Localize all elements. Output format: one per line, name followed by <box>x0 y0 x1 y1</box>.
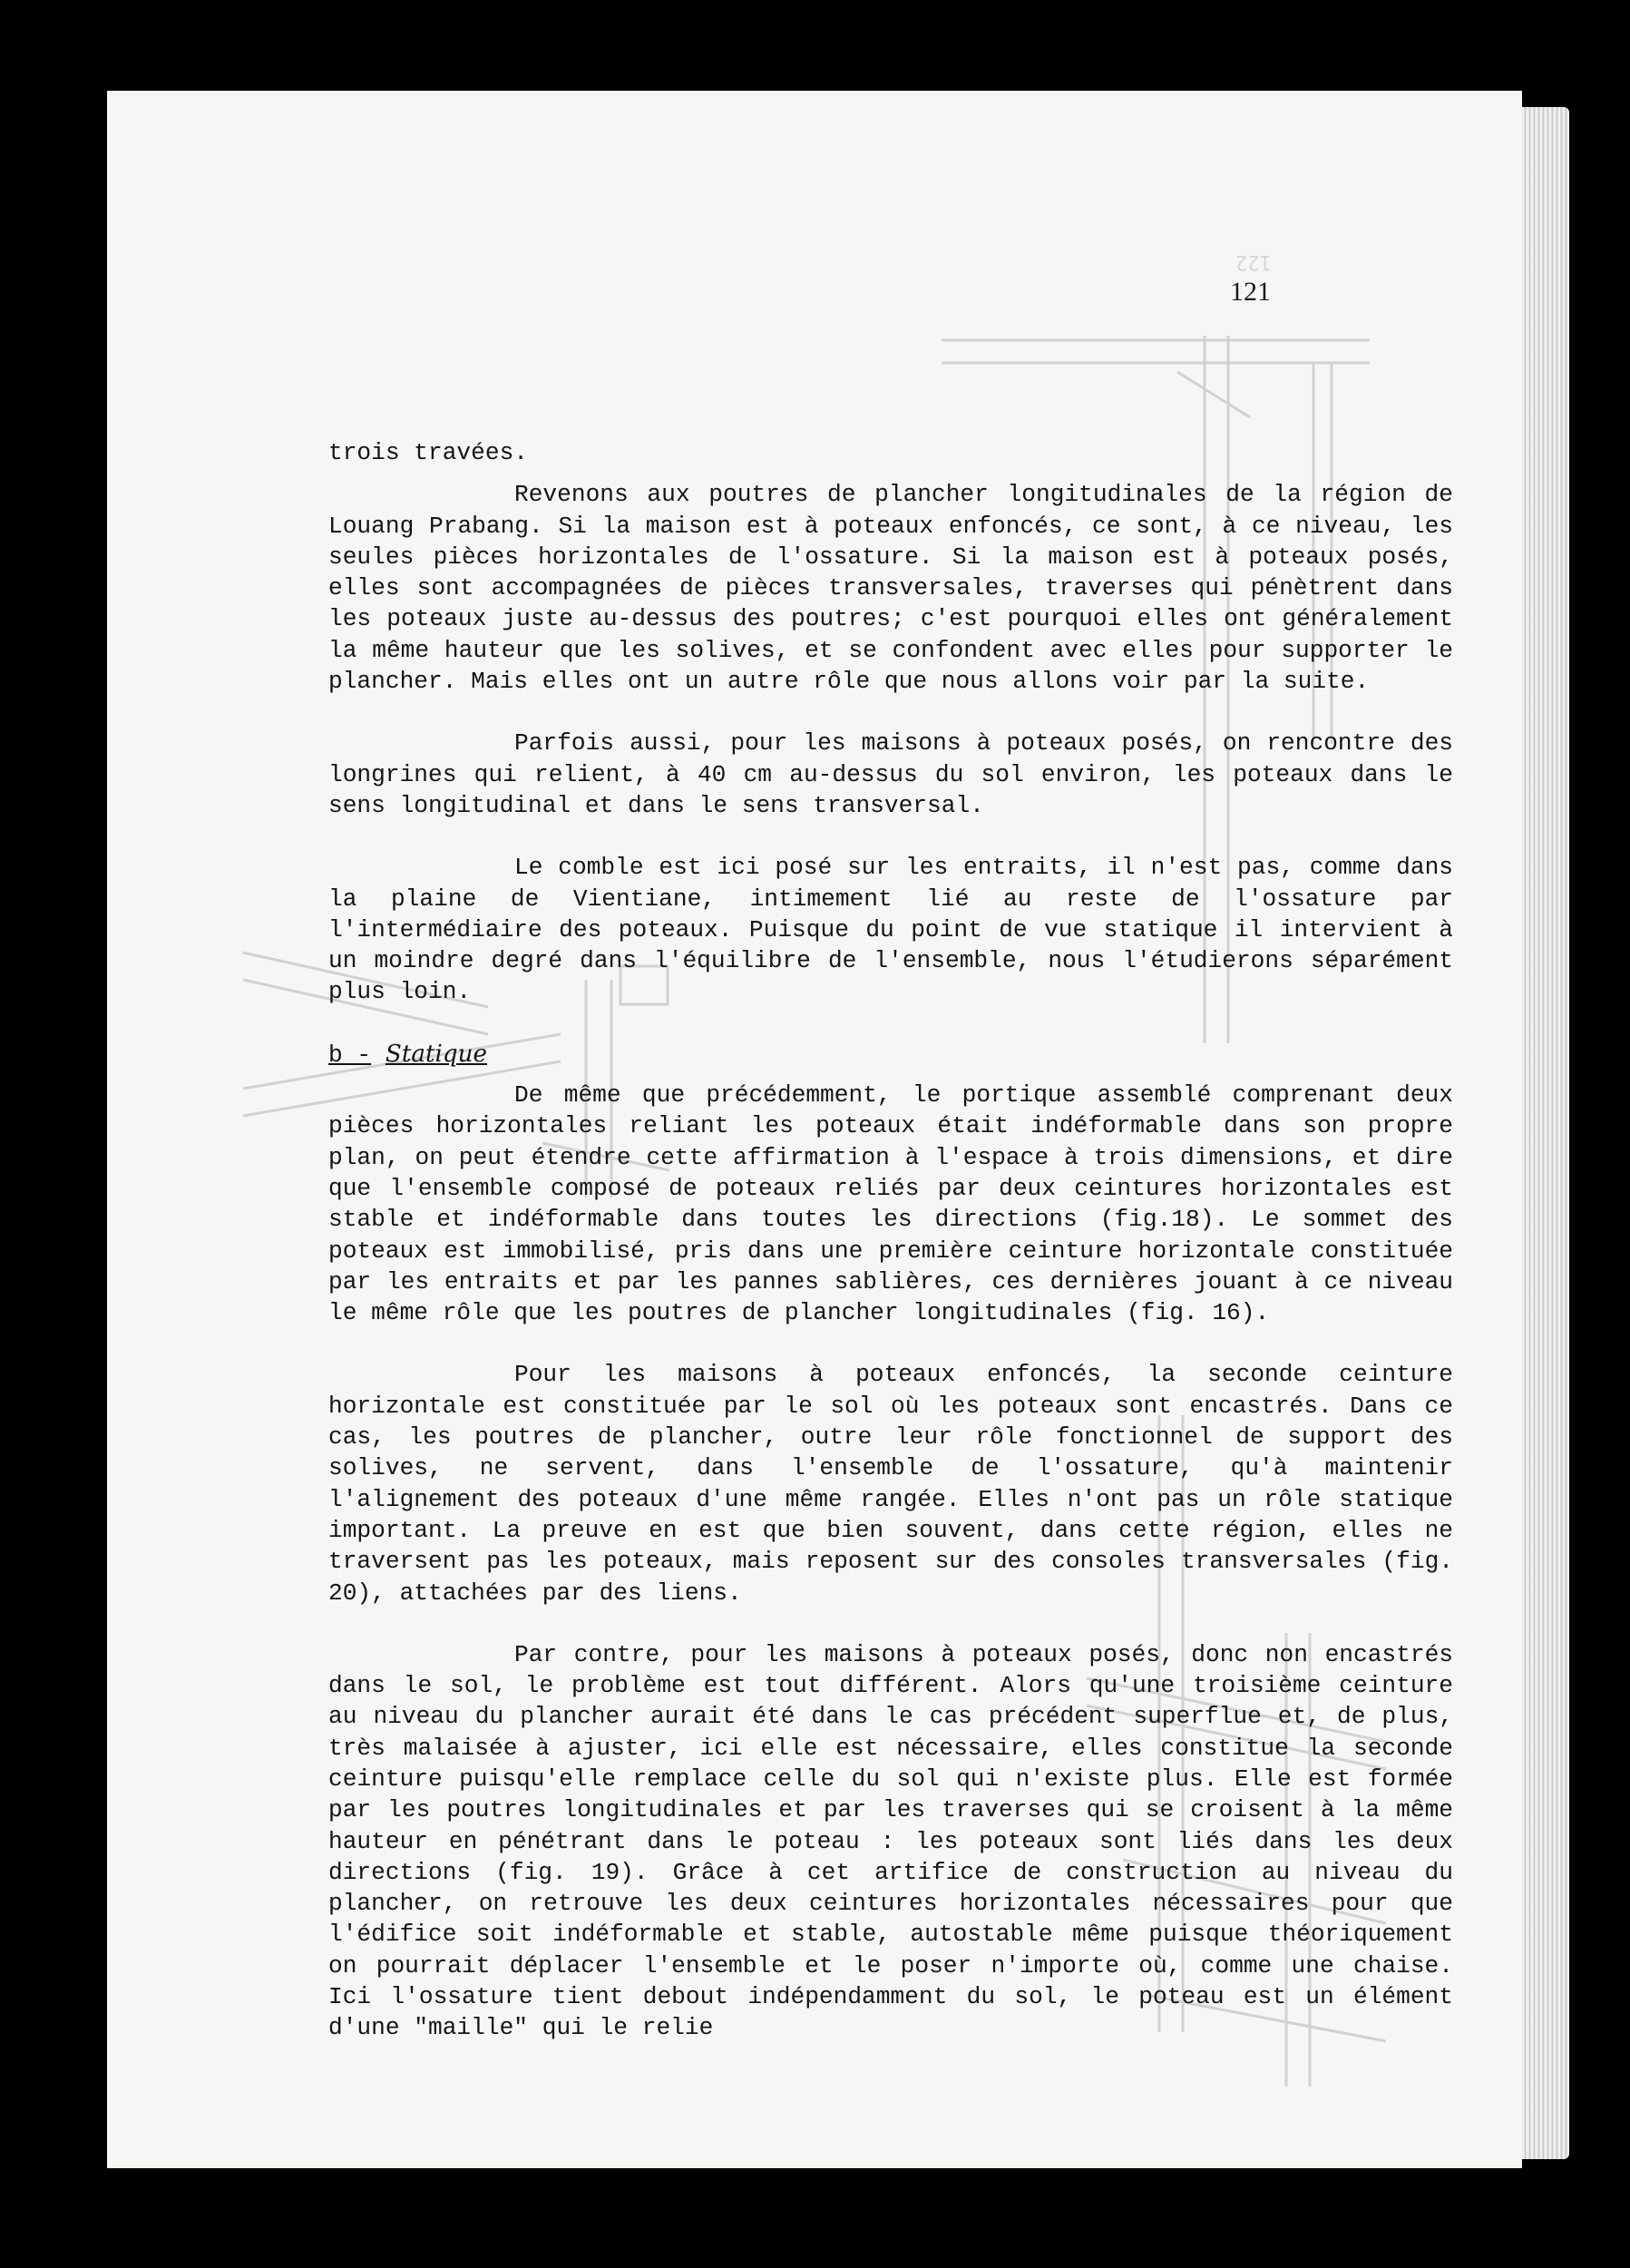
paragraph: Par contre, pour les maisons à poteaux posés, donc non encastrés dans le sol, le problème est tout différent. Alors qu'une troisième ceinture au niveau du plancher aurait été dans le cas précédent superflue et, de plus, très malaisée à ajuster, ici elle est nécessaire, elles constitue la seconde ceinture puisqu'elle remplace celle du sol qui n'existe plus. Elle est formée par les poutres longitudinales et par les traverses qui se croisent à la même hauteur en pénétrant dans le poteau : les poteaux sont liés dans les deux directions (fig. 19). Grâce à cet artifice de construction au niveau du plancher, on retrouve les deux ceintures horizontales nécessaires pour que l'édifice soit indéformable et stable, autostable même puisque théoriquement on pourrait déplacer l'ensemble et le poser n'importe où, comme une chaise. Ici l'ossature tient debout indépendamment du sol, le poteau est un élément d'une "maille" qui le relie <box>328 1640 1453 2042</box>
page-number: 121 <box>1230 277 1271 307</box>
body-text <box>328 437 1453 2075</box>
section-heading <box>328 1039 1453 1070</box>
paragraph: Parfois aussi, pour les maisons à poteaux posés, on rencontre des longrines qui relient, à 40 cm au-dessus du sol environ, les poteaux dans le sens longitudinal et dans le sens transversal. <box>328 729 1453 819</box>
section-title: Statique <box>385 1040 487 1068</box>
paragraph: De même que précédemment, le portique assemblé comprenant deux pièces horizontales reliant les poteaux était indéformable dans son propre plan, on peut étendre cette affirmation à l'espace à trois dimensions, et dire que l'ensemble composé de poteaux reliés par deux ceintures horizontales est stable et indéformable dans toutes les directions (fig.18). Le sommet des poteaux est immobilisé, pris dans une première ceinture horizontale constituée par les entraits et par les pannes sablières, ces dernières jouant à ce niveau le même rôle que les poutres de plancher longitudinales (fig. 16). <box>328 1081 1453 1327</box>
ghost-page-number: 122 <box>1235 250 1272 273</box>
paragraph: Le comble est ici posé sur les entraits, il n'est pas, comme dans la plaine de Vientiane, intimement lié au reste de l'ossature par l'intermédiaire des poteaux. Puisque du point de vue statique il intervient à un moindre degré dans l'équilibre de l'ensemble, nous l'étudierons séparément plus loin. <box>328 854 1453 1006</box>
paragraph: trois travées. <box>328 439 529 466</box>
book <box>107 91 1567 2168</box>
paragraph: Pour les maisons à poteaux enfoncés, la seconde ceinture horizontale est constituée par le sol où les poteaux sont encastrés. Dans ce cas, les poutres de plancher, outre leur rôle fonctionnel de support des solives, ne servent, dans l'ensemble de l'ossature, qu'à maintenir l'alignement des poteaux d'une même rangée. Elles n'ont pas un rôle statique important. La preuve en est que bien souvent, dans cette région, elles ne traversent pas les poteaux, mais reposent sur des consoles transversales (fig. 20), attachées par des liens. <box>328 1361 1453 1607</box>
section-number: b - <box>328 1041 372 1069</box>
page <box>107 91 1522 2168</box>
paragraph: Revenons aux poutres de plancher longitudinales de la région de Louang Prabang. Si la maison est à poteaux enfoncés, ce sont, à ce niveau, les seules pièces horizontales de l'ossature. Si la maison est à poteaux posés, elles sont accompagnées de pièces transversales, traverses qui pénètrent dans les poteaux juste au-dessus des poutres; c'est pourquoi elles ont généralement la même hauteur que les solives, et se confondent avec elles pour supporter le plancher. Mais elles ont un autre rôle que nous allons voir par la suite. <box>328 481 1453 696</box>
